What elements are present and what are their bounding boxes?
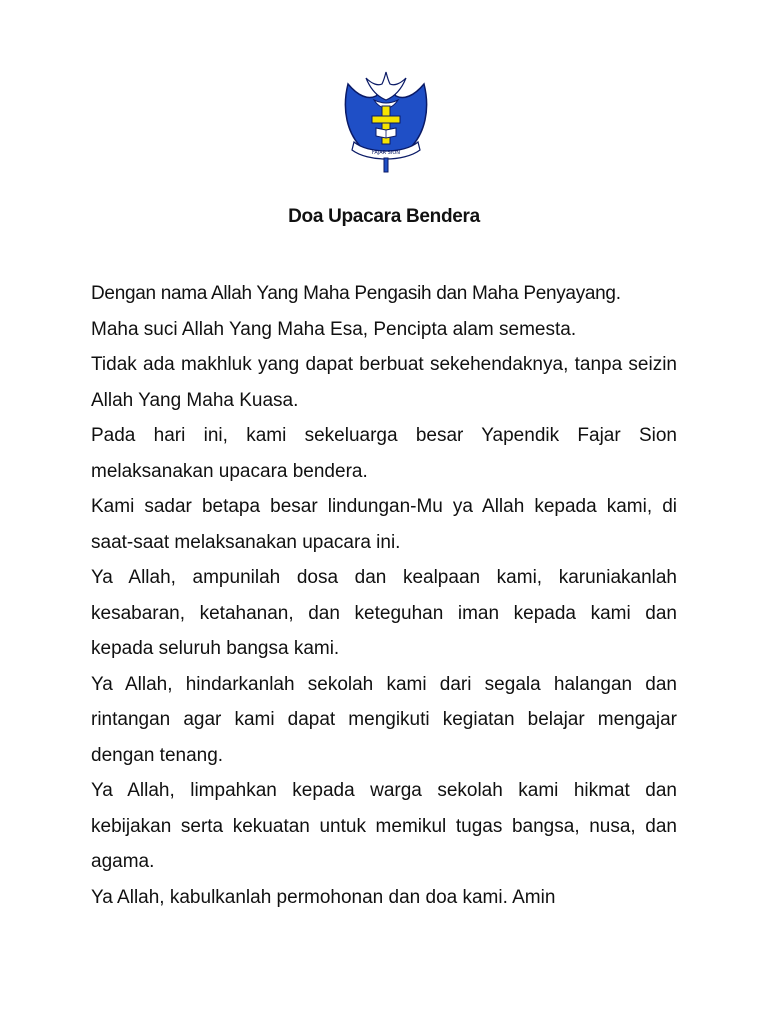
paragraph-1: Dengan nama Allah Yang Maha Pengasih dan Maha Penyayang. [91,283,621,304]
paragraph-4: Pada hari ini, kami sekeluarga besar Yapendik Fajar Sion melaksanakan upacara bendera. [91,425,677,482]
paragraph-5: Kami sadar betapa besar lindungan-Mu ya Allah kepada kami, di saat-saat melaksanakan upacara ini. [91,496,677,553]
paragraph-7: Ya Allah, hindarkanlah sekolah kami dari segala halangan dan rintangan agar kami dapat mengikuti kegiatan belajar mengajar dengan tenang. [91,673,677,766]
paragraph-8: Ya Allah, limpahkan kepada warga sekolah kami hikmat dan kebijakan serta kekuatan untuk memikul tugas bangsa, nusa, dan agama. [91,780,677,872]
document-title: Doa Upacara Bendera [288,206,480,227]
paragraph-3: Tidak ada makhluk yang dapat berbuat sekehendaknya, tanpa seizin Allah Yang Maha Kuasa. [91,354,677,411]
prayer-text [91,276,677,915]
paragraph-2: Maha suci Allah Yang Maha Esa, Pencipta alam semesta. [91,318,577,340]
paragraph-6: Ya Allah, ampunilah dosa dan kealpaan kami, karuniakanlah kesabaran, ketahanan, dan keteguhan iman kepada kami dan kepada seluruh bangsa kami. [91,567,677,659]
emblem-motto: FAJAR SION [371,150,401,156]
paragraph-9: Ya Allah, kabulkanlah permohonan dan doa kami. Amin [91,886,556,908]
school-emblem-icon [340,70,432,174]
